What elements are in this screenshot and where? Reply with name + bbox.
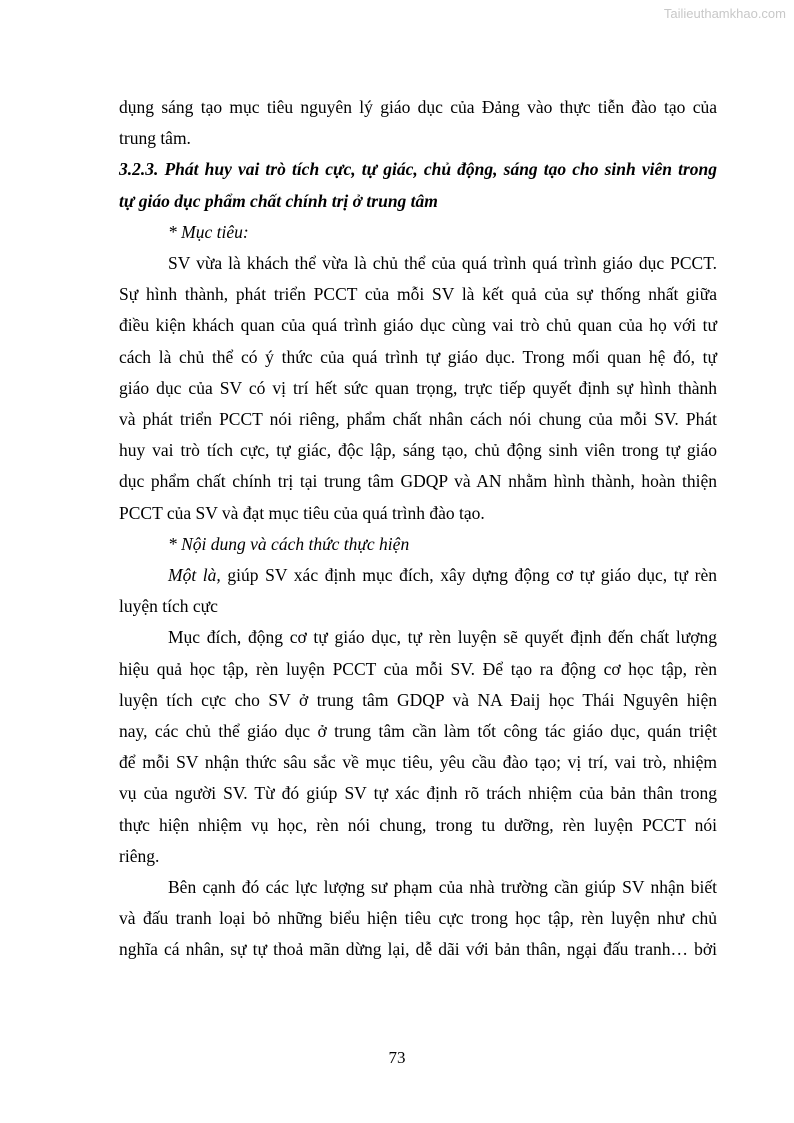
text-line: điều kiện khách quan của quá trình giáo dục cùng vai trò chủ quan của họ với tư xyxy=(119,315,717,336)
paragraph-intro xyxy=(119,92,717,154)
text-line: luyện tích cực xyxy=(119,596,218,617)
text-line: nay, các chủ thể giáo dục ở trung tâm cần làm tốt công tác giáo dục, quán triệt xyxy=(119,721,717,742)
text-line: trung tâm. xyxy=(119,128,191,149)
text-line: Bên cạnh đó các lực lượng sư phạm của nhà trường cần giúp SV nhận biết xyxy=(168,877,717,898)
page-number: 73 xyxy=(388,1048,406,1067)
text-line: nghĩa cá nhân, sự tự thoả mãn dừng lại, dễ dãi với bản thân, ngại đấu tranh… bởi xyxy=(119,939,717,960)
text-line: và phát triển PCCT nói riêng, phẩm chất nhân cách nói chung của mỗi SV. Phát xyxy=(119,409,717,430)
text-line: vụ của người SV. Từ đó giúp SV tự xác định rõ trách nhiệm của bản thân trong xyxy=(119,783,717,804)
first-point-label: Một là, xyxy=(168,565,221,586)
text-line: cách là chủ thể có ý thức của quá trình tự giáo dục. Trong mối quan hệ đó, tự xyxy=(119,346,717,367)
text-line: dụng sáng tạo mục tiêu nguyên lý giáo dục của Đảng vào thực tiễn đào tạo của xyxy=(119,97,717,117)
text-line: Sự hình thành, phát triển PCCT của mỗi SV là kết quả của sự thống nhất giữa xyxy=(119,284,717,305)
text-line: dục phẩm chất chính trị tại trung tâm GDQP và AN nhằm hình thành, hoàn thiện xyxy=(119,471,717,492)
text-line: giáo dục của SV có vị trí hết sức quan trọng, trực tiếp quyết định sự hình thành xyxy=(119,377,717,398)
paragraph-motivation xyxy=(119,622,717,872)
text-line: SV vừa là khách thể vừa là chủ thể của quá trình quá trình giáo dục PCCT. xyxy=(168,253,717,274)
text-line: huy vai trò tích cực, tự giác, độc lập, sáng tạo, chủ động sinh viên trong tự giáo xyxy=(119,440,717,461)
text-line: và đấu tranh loại bỏ những biểu hiện tiêu cực trong học tập, rèn luyện như chủ xyxy=(119,908,717,929)
text-line: hiệu quả học tập, rèn luyện PCCT của mỗi SV. Để tạo ra động cơ học tập, rèn xyxy=(119,658,717,679)
paragraph-first-point xyxy=(119,560,717,622)
text-line: PCCT của SV và đạt mục tiêu của quá trình đào tạo. xyxy=(119,502,485,523)
paragraph-negatives xyxy=(119,872,717,966)
first-point-text: giúp SV xác định mục đích, xây dựng động cơ tự giáo dục, tự rèn xyxy=(220,565,717,586)
subheading-objective: * Mục tiêu: xyxy=(168,221,249,242)
document-body xyxy=(119,92,717,966)
text-line: thực hiện nhiệm vụ học, rèn nói chung, trong tu dưỡng, rèn luyện PCCT nói xyxy=(119,814,717,835)
section-heading xyxy=(119,154,717,216)
text-line xyxy=(119,560,717,591)
subheading-content: * Nội dung và cách thức thực hiện xyxy=(168,533,410,554)
text-line: Mục đích, động cơ tự giáo dục, tự rèn luyện sẽ quyết định đến chất lượng xyxy=(168,627,717,648)
text-line: để mỗi SV nhận thức sâu sắc về mục tiêu, yêu cầu đào tạo; vị trí, vai trò, nhiệm xyxy=(119,752,717,773)
watermark: Tailieuthamkhao.com xyxy=(663,6,786,21)
text-line: luyện tích cực cho SV ở trung tâm GDQP và NA Đaij học Thái Nguyên hiện xyxy=(119,689,717,710)
paragraph-objective xyxy=(119,248,717,529)
heading-line: tự giáo dục phẩm chất chính trị ở trung tâm xyxy=(119,190,438,211)
heading-line: 3.2.3. Phát huy vai trò tích cực, tự giác, chủ động, sáng tạo cho sinh viên trong xyxy=(119,159,717,180)
text-line: riêng. xyxy=(119,845,160,866)
